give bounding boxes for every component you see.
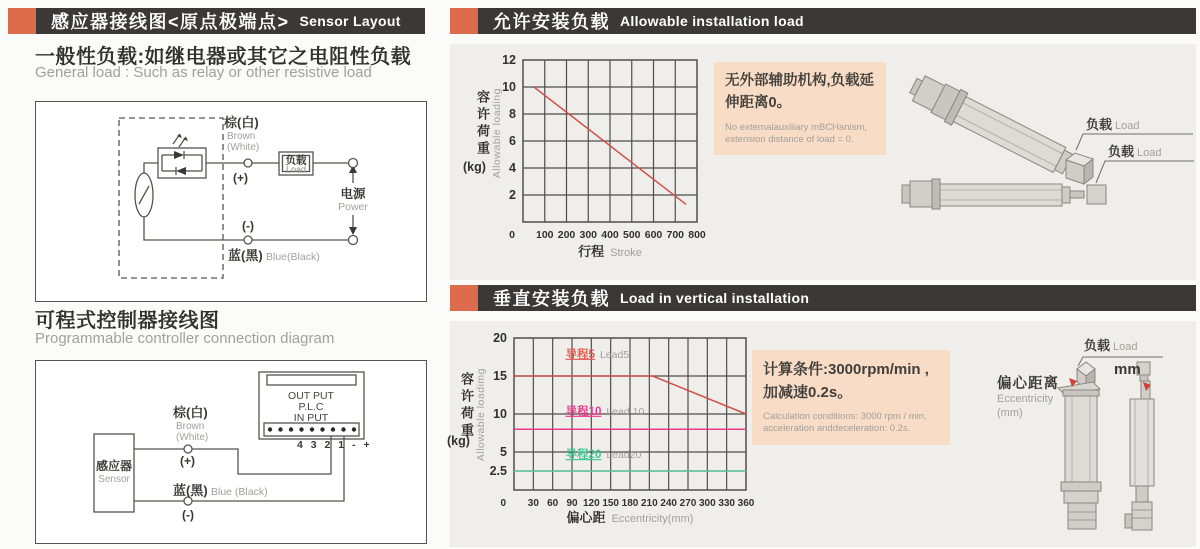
load-label1-zh: 负载 bbox=[1086, 117, 1113, 132]
svg-text:60: 60 bbox=[547, 498, 559, 509]
orange-accent-square bbox=[450, 8, 478, 34]
svg-text:导程20Lead20: 导程20 Lead20 bbox=[565, 449, 642, 462]
blue-wire-label-en: Blue (Black) bbox=[211, 486, 268, 498]
terminal-numbers: 4 3 2 1 - + bbox=[297, 439, 373, 451]
svg-text:100: 100 bbox=[535, 229, 554, 241]
vertical-note-en: Calculation conditions: 3000 rpm / min, acceleration anddeceleration: 0.2s. bbox=[763, 411, 927, 435]
svg-text:700: 700 bbox=[666, 229, 685, 241]
svg-text:15: 15 bbox=[493, 369, 507, 383]
chart1-ylabel-zh: 容许荷重 bbox=[475, 90, 490, 158]
power-terminal-bottom bbox=[349, 236, 358, 245]
svg-text:330: 330 bbox=[718, 498, 736, 509]
svg-text:300: 300 bbox=[579, 229, 598, 241]
svg-text:导程10Lead 10: 导程10 Lead 10 bbox=[565, 405, 645, 418]
vertical-note-zh: 计算条件:3000rpm/min , 加减速0.2s。 bbox=[763, 361, 929, 401]
eccentricity-label-unit: (mm) bbox=[997, 407, 1023, 419]
vertical-load-title-en: Load in vertical installation bbox=[620, 290, 810, 306]
actuator-diagonal bbox=[905, 69, 1084, 184]
chart2-ylabel-zh: 容许荷重 bbox=[459, 372, 474, 440]
sensor-layout-title-zh: 感应器接线图<原点极端点> bbox=[51, 12, 290, 32]
svg-text:5: 5 bbox=[500, 445, 507, 459]
plc-output-label: OUT PUT bbox=[288, 390, 334, 402]
load-label-en: Load bbox=[1113, 341, 1138, 353]
svg-text:10: 10 bbox=[493, 407, 507, 421]
load-box-label-en: Load bbox=[285, 164, 307, 175]
svg-text:400: 400 bbox=[601, 229, 619, 241]
minus-node bbox=[244, 236, 252, 244]
power-label-en: Power bbox=[338, 201, 368, 213]
chart1-ylabel-en: Allowable loading bbox=[491, 88, 503, 179]
chart1-ylabel-unit: (kg) bbox=[463, 160, 486, 174]
install-note-en: No externalauxiliary mBCHanism, extension distance of load = 0. bbox=[725, 121, 868, 145]
svg-text:30: 30 bbox=[527, 498, 539, 509]
install-load-title-zh: 允许安装负载 bbox=[493, 12, 610, 32]
chart2-ylabel-en: Allowable loadimg bbox=[475, 368, 487, 462]
svg-text:0: 0 bbox=[509, 229, 515, 241]
svg-text:500: 500 bbox=[622, 229, 641, 241]
plus-node bbox=[184, 445, 192, 453]
load-label2-en: Load bbox=[1137, 147, 1162, 159]
load-label1-en: Load bbox=[1115, 120, 1140, 132]
svg-text:240: 240 bbox=[660, 498, 678, 509]
svg-text:偏心距Eccentricity(mm): 偏心距 Eccentricity(mm) bbox=[566, 510, 694, 525]
blue-wire-label-zh: 蓝(黑) bbox=[228, 248, 263, 263]
plc-title-zh: 可程式控制器接线图 bbox=[35, 310, 220, 332]
svg-text:6: 6 bbox=[509, 134, 516, 148]
terminal-dots bbox=[268, 427, 356, 431]
sensor-box-label-en: Sensor bbox=[98, 474, 130, 485]
minus-node bbox=[184, 497, 192, 505]
eccentricity-label-en: Eccentricity bbox=[997, 393, 1054, 405]
leader-lines bbox=[1076, 134, 1194, 183]
svg-text:150: 150 bbox=[602, 498, 620, 509]
brown-wire-label-zh: 棕(白) bbox=[224, 115, 259, 130]
svg-text:8: 8 bbox=[509, 107, 516, 121]
svg-text:300: 300 bbox=[698, 498, 716, 509]
load-label-zh: 负载 bbox=[1084, 338, 1111, 353]
eccentricity-label-zh: 偏心距离 bbox=[997, 376, 1059, 392]
svg-text:10: 10 bbox=[502, 80, 516, 94]
orange-accent-square bbox=[450, 285, 478, 311]
brown-wire-label-en1: Brown bbox=[176, 421, 205, 432]
vertical-actuators-illustration bbox=[985, 326, 1198, 545]
diode-symbols bbox=[174, 134, 357, 235]
chart2-ylabel-unit: (kg) bbox=[447, 434, 470, 448]
install-load-title-en: Allowable installation load bbox=[620, 13, 804, 29]
brown-wire-label-en1: Brown bbox=[227, 131, 256, 142]
svg-text:120: 120 bbox=[582, 498, 600, 509]
general-load-title-en: General load : Such as relay or other resistive load bbox=[35, 64, 372, 81]
load-box-label-zh: 负载 bbox=[285, 154, 307, 167]
svg-text:90: 90 bbox=[566, 498, 578, 509]
install-load-header-bar bbox=[450, 8, 1196, 34]
svg-text:270: 270 bbox=[679, 498, 697, 509]
plc-circuit-diagram bbox=[35, 360, 427, 544]
svg-text:行程Stroke: 行程 Stroke bbox=[578, 244, 642, 258]
sensor-box-label-zh: 感应器 bbox=[95, 459, 133, 473]
svg-text:360: 360 bbox=[737, 498, 755, 509]
install-note-box bbox=[714, 62, 886, 155]
mm-label: mm bbox=[1114, 361, 1141, 378]
power-terminal-top bbox=[349, 159, 358, 168]
actuator-vertical-left bbox=[1058, 382, 1101, 529]
stroke-load-chart bbox=[483, 50, 723, 258]
blue-wire-label-en: Blue(Black) bbox=[266, 251, 320, 263]
svg-text:600: 600 bbox=[644, 229, 663, 241]
orange-accent-square bbox=[8, 8, 36, 34]
svg-text:200: 200 bbox=[557, 229, 576, 241]
svg-text:0: 0 bbox=[500, 498, 506, 509]
svg-text:导程5Lead5: 导程5 Lead5 bbox=[565, 348, 630, 361]
plus-node bbox=[244, 159, 252, 167]
vertical-load-title-zh: 垂直安装负载 bbox=[493, 289, 610, 309]
svg-text:180: 180 bbox=[621, 498, 639, 509]
svg-text:800: 800 bbox=[688, 229, 706, 241]
actuator-horizontal bbox=[902, 179, 1106, 209]
sensor-circuit-diagram bbox=[35, 101, 427, 302]
actuator-vertical-right bbox=[1125, 362, 1154, 530]
minus-label: (-) bbox=[182, 508, 194, 522]
general-load-title-zh: 一般性负载:如继电器或其它之电阻性负载 bbox=[35, 46, 412, 68]
brown-wire-label-zh: 棕(白) bbox=[173, 405, 208, 420]
svg-text:210: 210 bbox=[640, 498, 658, 509]
minus-label: (-) bbox=[242, 219, 254, 233]
plc-label: P.L.C bbox=[298, 401, 324, 413]
plc-title-en: Programmable controller connection diagram bbox=[35, 330, 335, 347]
led-diode-box bbox=[158, 148, 206, 178]
plus-label: (+) bbox=[233, 171, 248, 185]
horizontal-actuators-illustration bbox=[900, 48, 1196, 274]
svg-text:20: 20 bbox=[493, 331, 507, 345]
plc-input-label: IN PUT bbox=[293, 412, 329, 424]
blue-wire-label-zh: 蓝(黑) bbox=[173, 483, 208, 498]
sensor-layout-title-en: Sensor Layout bbox=[299, 13, 401, 29]
vertical-load-header-bar bbox=[450, 285, 1196, 311]
load-cube bbox=[1066, 153, 1093, 184]
brown-wire-label-en2: (White) bbox=[176, 432, 209, 443]
brown-wire-label-en2: (White) bbox=[227, 142, 260, 153]
load-label2-zh: 负载 bbox=[1108, 144, 1135, 159]
svg-text:4: 4 bbox=[509, 161, 516, 175]
eccentricity-load-chart bbox=[478, 326, 760, 534]
load-square bbox=[1087, 185, 1106, 204]
power-label-zh: 电源 bbox=[340, 187, 366, 201]
svg-text:2: 2 bbox=[509, 188, 516, 202]
sensor-box bbox=[94, 434, 134, 512]
vertical-note-box bbox=[752, 350, 950, 445]
svg-text:2.5: 2.5 bbox=[489, 464, 507, 478]
svg-text:12: 12 bbox=[502, 53, 516, 67]
sensor-layout-header-bar bbox=[8, 8, 425, 34]
install-note-zh: 无外部辅助机构,负载延伸距离0。 bbox=[725, 73, 875, 111]
plus-label: (+) bbox=[180, 454, 195, 468]
